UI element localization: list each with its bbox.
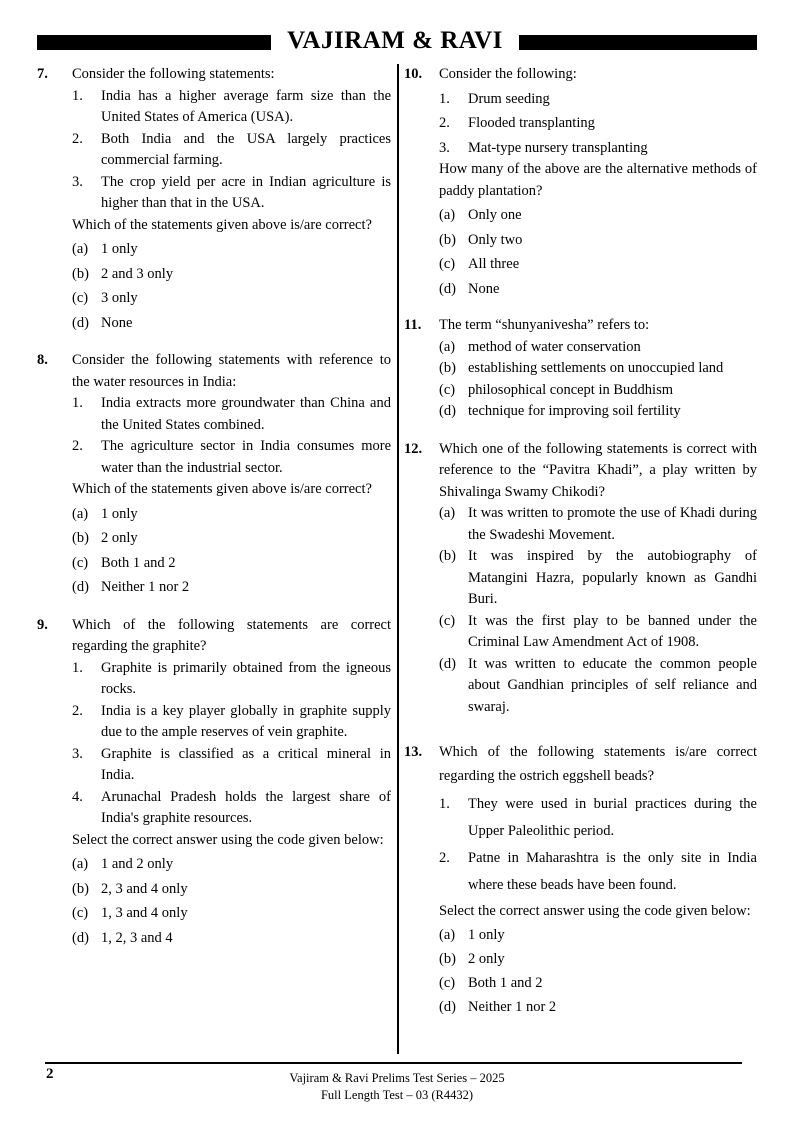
statement [72,172,391,215]
option-a[interactable] [72,239,391,261]
option-letter: (c) [439,612,456,629]
option-letter: (d) [72,579,89,595]
option-c[interactable] [439,254,757,276]
option-text: None [468,280,500,297]
option-a[interactable] [439,337,757,359]
question-stem: Consider the following statements with reference to the water resources in India: [72,352,391,390]
statement-text: Patne in Maharashtra is the only site in India where these beads have been found. [468,850,757,893]
option-text: 1, 2, 3 and 4 [101,929,173,946]
statement [439,791,757,845]
option-text: 2 only [468,951,505,967]
option-c[interactable] [72,903,391,925]
option-a[interactable] [72,504,391,526]
question-prompt: Which of the statements given above is/are correct? [72,481,372,497]
statement [439,138,757,160]
question-12 [404,439,757,719]
question-stem: Consider the following: [439,66,577,82]
option-b[interactable] [72,264,391,286]
option-letter: (c) [439,381,456,398]
statement [72,658,391,701]
option-letter: (b) [439,360,456,376]
footer-rule [45,1062,742,1064]
statement-number: 1. [72,87,83,104]
option-text: Both 1 and 2 [101,554,176,571]
option-text: 1 and 2 only [101,856,174,872]
option-letter: (a) [72,241,89,257]
page-header [37,27,757,54]
option-c[interactable] [72,553,391,575]
option-letter: (d) [439,280,456,297]
option-text: 1 only [468,927,505,943]
option-text: 2 and 3 only [101,265,174,282]
statement [72,787,391,830]
option-text: method of water conservation [468,338,641,355]
option-letter: (a) [439,207,456,223]
statement-text: The agriculture sector in India consumes more water than the industrial sector. [101,438,391,476]
option-b[interactable] [439,230,757,252]
statement [72,744,391,787]
question-number: 13. [404,744,423,760]
statement-number: 2. [439,115,450,131]
option-letter: (b) [439,951,456,967]
option-text: philosophical concept in Buddhism [468,381,673,398]
option-letter: (c) [72,905,89,921]
statement-number: 1. [439,796,450,812]
option-d[interactable] [72,577,391,599]
option-text: It was written to promote the use of Khadi during the Swadeshi Movement. [468,505,757,543]
question-stem: Which of the following statements are correct regarding the graphite? [72,616,391,654]
option-letter: (d) [439,999,456,1015]
question-prompt: How many of the above are the alternative methods of paddy plantation? [439,161,757,199]
statement-number: 2. [72,702,83,719]
option-letter: (d) [72,929,89,946]
option-text: 1 only [101,505,138,522]
option-letter: (c) [439,975,456,991]
option-c[interactable] [72,288,391,310]
option-text: Only one [468,207,522,223]
option-text: It was the first play to be banned under the Criminal Law Amendment Act of 1908. [468,612,757,650]
option-letter: (a) [439,927,456,943]
statement-text: Graphite is primarily obtained from the igneous rocks. [101,659,391,697]
option-c[interactable] [439,380,757,402]
option-letter: (a) [72,505,89,522]
option-letter: (d) [439,403,456,419]
question-number: 8. [37,352,48,368]
header-bar-left [37,35,271,50]
option-a[interactable] [72,854,391,876]
option-text: Only two [468,231,523,248]
option-b[interactable] [72,879,391,901]
question-9 [37,615,391,950]
option-d[interactable] [72,928,391,950]
option-letter: (b) [72,265,89,282]
question-stem: The term “shunyanivesha” refers to: [439,317,650,333]
option-letter: (c) [439,256,456,272]
option-text: It was inspired by the autobiography of Matangini Hazra, popularly known as Gandhi Buri. [468,548,757,607]
statement-text: Drum seeding [468,90,550,107]
option-text: None [101,314,133,331]
question-prompt: Select the correct answer using the code given below: [439,903,751,919]
option-b[interactable] [439,358,757,380]
statement [72,86,391,129]
question-10 [404,64,757,300]
option-letter: (b) [72,530,89,546]
option-letter: (c) [72,290,89,306]
statement [439,89,757,111]
question-number: 11. [404,317,422,333]
page-number: 2 [46,1066,54,1082]
question-stem: Which one of the following statements is correct with reference to the “Pavitra Khadi”, a play written by Shivalinga Swamy Chikodi? [439,440,757,500]
option-text: 1 only [101,241,138,257]
option-letter: (a) [439,338,456,355]
question-prompt: Select the correct answer using the code given below: [72,831,384,848]
option-text: All three [468,256,520,272]
question-number: 10. [404,66,423,82]
column-divider [397,64,399,1054]
left-column [37,64,391,949]
option-text: 2 only [101,530,138,546]
question-prompt: Which of the statements given above is/are correct? [72,216,372,233]
option-b[interactable] [439,546,757,611]
statement-text: India has a higher average farm size than the United States of America (USA). [101,87,391,125]
option-a[interactable] [439,503,757,546]
statement [72,393,391,436]
statement-text: Arunachal Pradesh holds the largest share of India's graphite resources. [101,788,391,826]
option-letter: (b) [72,880,89,897]
option-letter: (d) [439,655,456,672]
option-text: Both 1 and 2 [468,975,543,991]
statement-number: 3. [72,745,83,762]
question-7 [37,64,391,334]
statement [439,845,757,899]
statement-number: 4. [72,788,83,805]
option-c[interactable] [439,611,757,654]
header-title: VAJIRAM & RAVI [287,27,503,54]
option-letter: (b) [439,231,456,248]
question-stem: Which of the following statements is/are correct regarding the ostrich eggshell beads? [439,744,757,784]
option-text: 1, 3 and 4 only [101,905,188,921]
statement-text: Mat-type nursery transplanting [468,139,648,156]
statement-text: India extracts more groundwater than China and the United States combined. [101,395,391,433]
option-text: establishing settlements on unoccupied land [468,360,724,376]
statement-text: The crop yield per acre in Indian agriculture is higher than that in the USA. [101,173,391,211]
option-d[interactable] [439,995,757,1019]
statement-number: 3. [439,139,450,156]
statement [72,701,391,744]
statement-number: 1. [72,395,83,411]
statement-number: 2. [72,130,83,147]
statement [439,113,757,135]
option-d[interactable] [439,279,757,301]
statement [72,436,391,479]
option-d[interactable] [439,654,757,719]
statement-text: Graphite is classified as a critical mineral in India. [101,745,391,783]
statement-text: India is a key player globally in graphite supply due to the ample reserves of vein graphite. [101,702,391,740]
statement-text: Flooded transplanting [468,115,595,131]
option-text: Neither 1 nor 2 [468,999,557,1015]
header-bar-right [519,35,757,50]
option-letter: (d) [72,314,89,331]
question-number: 7. [37,66,48,82]
option-b[interactable] [72,528,391,550]
question-13 [404,740,757,1019]
right-column [404,64,757,1019]
statement-number: 2. [72,438,83,454]
footer-series: Vajiram & Ravi Prelims Test Series – 2025 [289,1071,505,1085]
option-d[interactable] [439,401,757,423]
option-a[interactable] [439,923,757,947]
question-number: 12. [404,440,423,457]
option-b[interactable] [439,947,757,971]
statement-number: 1. [72,659,83,676]
option-letter: (a) [72,856,89,872]
option-text: technique for improving soil fertility [468,403,681,419]
option-letter: (b) [439,548,456,564]
option-c[interactable] [439,971,757,995]
question-8 [37,350,391,599]
statement-number: 1. [439,90,450,107]
statement-text: Both India and the USA largely practices commercial farming. [101,130,391,168]
option-text: 2, 3 and 4 only [101,880,188,897]
option-letter: (c) [72,554,89,571]
question-11 [404,315,757,423]
option-text: 3 only [101,290,138,306]
statement-number: 3. [72,173,83,190]
statement-number: 2. [439,850,450,866]
statement [72,129,391,172]
option-letter: (a) [439,505,456,521]
footer-test-code: Full Length Test – 03 (R4432) [320,1088,473,1102]
option-text: It was written to educate the common people about Gandhian principles of self reliance and swaraj. [468,655,757,715]
question-stem: Consider the following statements: [72,66,275,82]
option-d[interactable] [72,313,391,335]
question-number: 9. [37,616,48,633]
option-text: Neither 1 nor 2 [101,579,190,595]
statement-text: They were used in burial practices during the Upper Paleolithic period. [468,796,757,839]
option-a[interactable] [439,205,757,227]
